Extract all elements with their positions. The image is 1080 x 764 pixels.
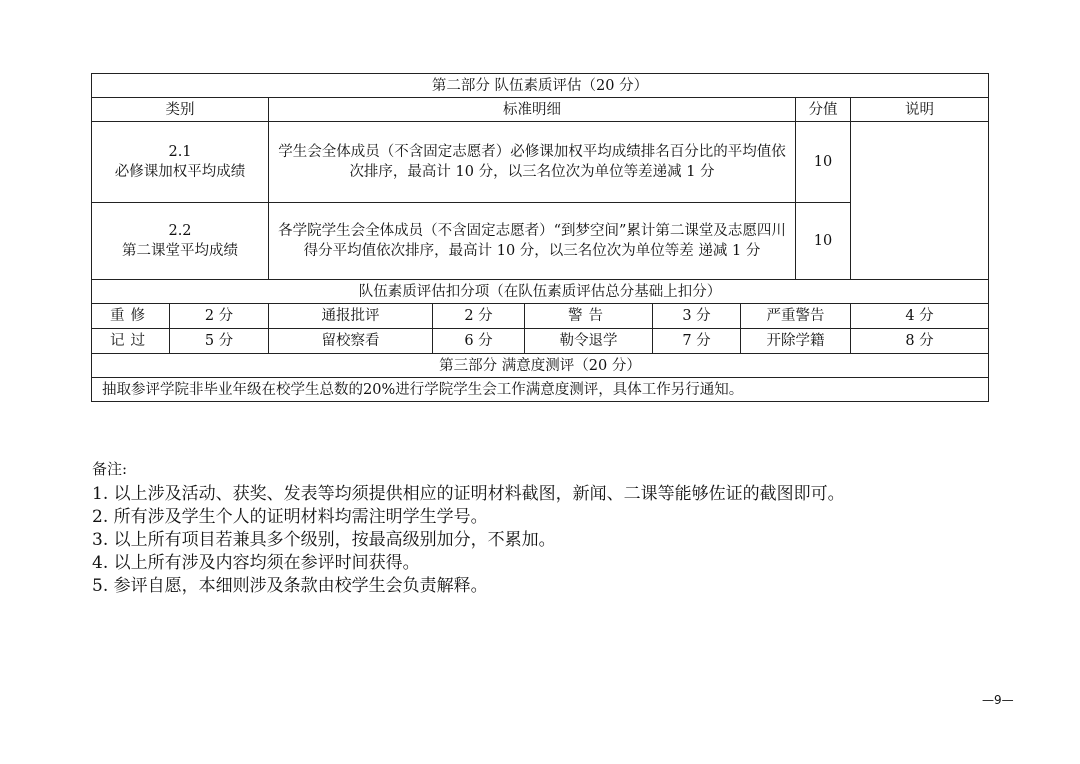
criteria-detail: 学生会全体成员（不含固定志愿者）必修课加权平均成绩排名百分比的平均值依次排序，最高计 10 分，以三名位次为单位等差递减 1 分 [269,122,796,203]
penalty-row [92,329,989,354]
penalty-row [92,304,989,329]
criteria-detail: 各学院学生会全体成员（不含固定志愿者）“到梦空间”累计第二课堂及志愿四川得分平均值依次排序，最高计 10 分，以三名位次为单位等差 递减 1 分 [269,203,796,280]
header-score: 分值 [796,98,851,122]
penalty-points: 8 分 [851,329,989,354]
category-cell [92,203,269,280]
penalty-points: 2 分 [170,304,269,329]
note-item: 5. 参评自愿，本细则涉及条款由校学生会负责解释。 [92,576,488,596]
penalty-name: 留校察看 [269,329,433,354]
header-criteria: 标准明细 [269,98,796,122]
header-remark: 说明 [851,98,989,122]
penalty-name: 勒令退学 [525,329,653,354]
notes-title: 备注: [92,460,128,478]
penalty-name: 重修 [92,304,170,329]
score-value: 10 [796,203,851,280]
penalty-name: 开除学籍 [741,329,851,354]
category-number: 2.1 [168,144,192,160]
penalty-name: 严重警告 [741,304,851,329]
evaluation-table [91,73,989,402]
section3-title: 第三部分 满意度测评（20 分） [92,354,989,378]
score-value: 10 [796,122,851,203]
penalty-points: 5 分 [170,329,269,354]
page-number: —9— [982,693,1014,707]
penalty-name: 警告 [525,304,653,329]
category-name: 必修课加权平均成绩 [114,164,246,180]
category-cell [92,122,269,203]
penalty-points: 6 分 [433,329,525,354]
note-item: 2. 所有涉及学生个人的证明材料均需注明学生学号。 [92,507,488,527]
notes-block [92,458,845,598]
section2-title: 第二部分 队伍素质评估（20 分） [92,74,989,98]
note-item: 1. 以上涉及活动、获奖、发表等均须提供相应的证明材料截图，新闻、二课等能够佐证的截图即可。 [92,484,845,504]
category-number: 2.2 [168,223,192,239]
deduction-title: 队伍素质评估扣分项（在队伍素质评估总分基础上扣分） [92,280,989,304]
note-item: 4. 以上所有涉及内容均须在参评时间获得。 [92,553,420,573]
penalty-name: 通报批评 [269,304,433,329]
remark-cell [851,122,989,280]
category-name: 第二课堂平均成绩 [122,243,238,259]
penalty-points: 4 分 [851,304,989,329]
section3-note: 抽取参评学院非毕业年级在校学生总数的20%进行学院学生会工作满意度测评，具体工作另行通知。 [92,378,989,402]
header-category: 类别 [92,98,269,122]
penalty-points: 3 分 [653,304,741,329]
note-item: 3. 以上所有项目若兼具多个级别，按最高级别加分，不累加。 [92,530,556,550]
penalty-name: 记过 [92,329,170,354]
penalty-points: 7 分 [653,329,741,354]
penalty-points: 2 分 [433,304,525,329]
table-row [92,122,989,203]
